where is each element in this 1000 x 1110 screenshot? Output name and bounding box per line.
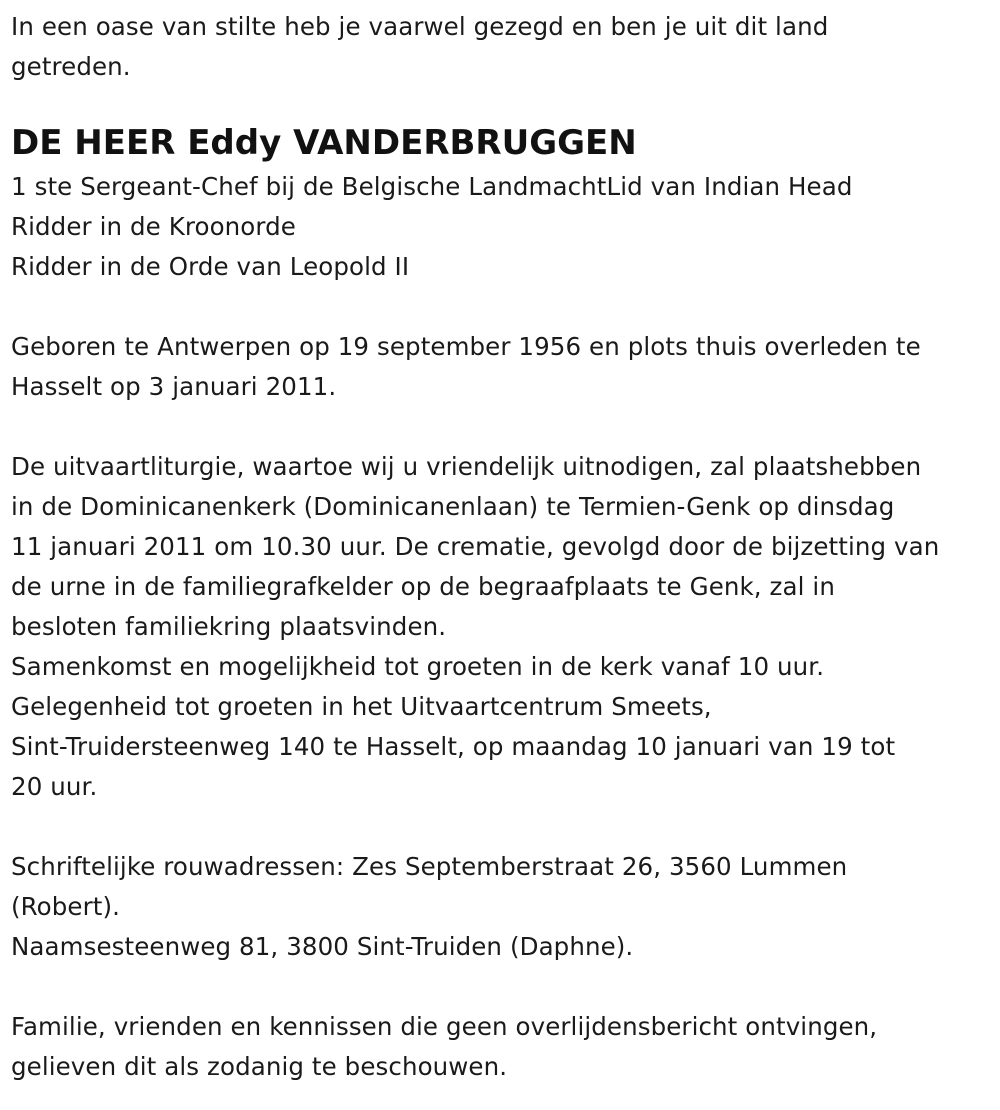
text-line: In een oase van stilte heb je vaarwel gezegd en ben je uit dit land [11, 12, 829, 41]
text-line: Samenkomst en mogelijkheid tot groeten in de kerk vanaf 10 uur. [11, 652, 825, 681]
text-line: getreden. [11, 52, 131, 81]
text-line: 20 uur. [11, 772, 98, 801]
deceased-name: DE HEER Eddy VANDERBRUGGEN [11, 123, 637, 163]
text-line: Geboren te Antwerpen op 19 september 1956 en plots thuis overleden te [11, 332, 921, 361]
text-line: Schriftelijke rouwadressen: Zes Septemberstraat 26, 3560 Lummen [11, 852, 848, 881]
titles-paragraph [11, 167, 1000, 287]
text-line: Ridder in de Orde van Leopold II [11, 252, 410, 281]
text-line: besloten familiekring plaatsvinden. [11, 612, 447, 641]
text-line: 1 ste Sergeant-Chef bij de Belgische LandmachtLid van Indian Head [11, 172, 853, 201]
text-line: (Robert). [11, 892, 121, 921]
text-line: de urne in de familiegrafkelder op de begraafplaats te Genk, zal in [11, 572, 835, 601]
birth-death-paragraph [11, 327, 1000, 407]
closing-paragraph [11, 1007, 1000, 1087]
text-line: Sint-Truidersteenweg 140 te Hasselt, op maandag 10 januari van 19 tot [11, 732, 896, 761]
text-line: 11 januari 2011 om 10.30 uur. De crematie, gevolgd door de bijzetting van [11, 532, 940, 561]
text-line: Ridder in de Kroonorde [11, 212, 296, 241]
intro-paragraph [11, 7, 1000, 87]
text-line: Familie, vrienden en kennissen die geen overlijdensbericht ontvingen, [11, 1012, 878, 1041]
addresses-paragraph [11, 847, 1000, 967]
text-line: gelieven dit als zodanig te beschouwen. [11, 1052, 508, 1081]
text-line: Naamsesteenweg 81, 3800 Sint-Truiden (Daphne). [11, 932, 634, 961]
text-line: Hasselt op 3 januari 2011. [11, 372, 337, 401]
ceremony-paragraph [11, 447, 1000, 807]
text-line: De uitvaartliturgie, waartoe wij u vriendelijk uitnodigen, zal plaatshebben [11, 452, 922, 481]
text-line: Gelegenheid tot groeten in het Uitvaartcentrum Smeets, [11, 692, 712, 721]
text-line: in de Dominicanenkerk (Dominicanenlaan) te Termien-Genk op dinsdag [11, 492, 895, 521]
death-notice [11, 7, 1000, 1087]
